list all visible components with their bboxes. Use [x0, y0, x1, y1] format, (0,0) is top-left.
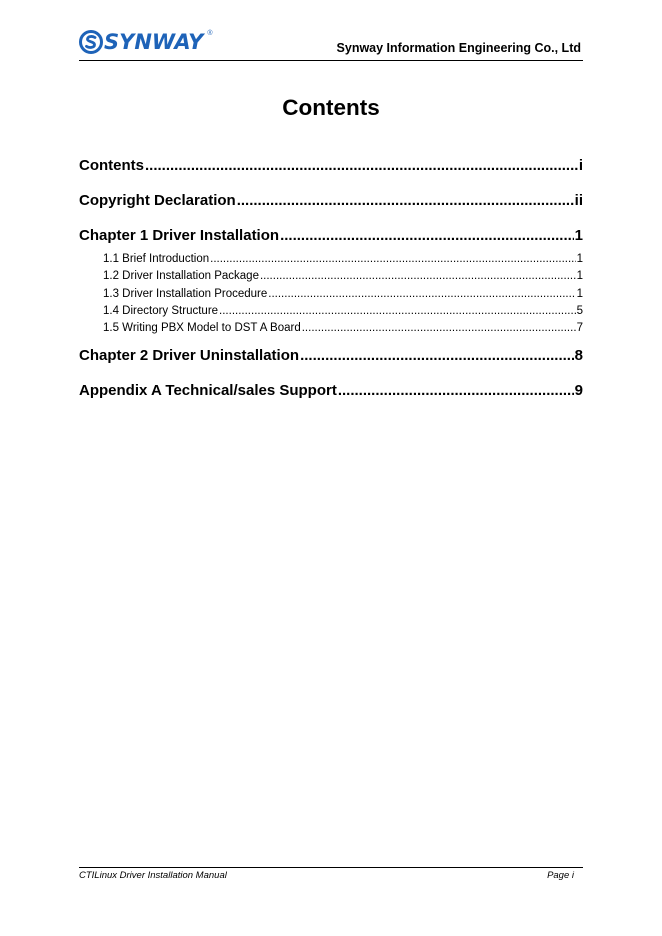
toc-entry-label: 1.5 Writing PBX Model to DST A Board — [103, 322, 301, 334]
toc-entry-page: 5 — [576, 305, 583, 317]
toc-entry-page: 1 — [576, 253, 583, 265]
toc-subentry[interactable] — [79, 288, 583, 300]
synway-logo-icon — [79, 30, 103, 54]
manual-title: CTILinux Driver Installation Manual — [79, 870, 227, 881]
toc-leader-dots — [300, 347, 574, 364]
toc-leader-dots — [302, 322, 576, 334]
toc-entry[interactable] — [79, 382, 583, 399]
toc-entry-label: 1.2 Driver Installation Package — [103, 270, 259, 282]
toc-entry-label: 1.3 Driver Installation Procedure — [103, 288, 268, 300]
page-header — [79, 28, 583, 61]
toc-leader-dots — [237, 192, 574, 209]
page-title: Contents — [282, 95, 380, 120]
toc-entry-label: Appendix A Technical/sales Support — [79, 382, 337, 399]
toc-entry-page: 1 — [576, 270, 583, 282]
toc-leader-dots — [280, 227, 574, 244]
toc-entry-label: Chapter 2 Driver Uninstallation — [79, 347, 300, 364]
toc-entry-label: Contents — [79, 157, 144, 174]
logo-text: SYNWAY — [104, 30, 204, 54]
company-name: Synway Information Engineering Co., Ltd — [336, 41, 581, 55]
toc-entry-page: 9 — [574, 382, 583, 399]
toc-entry-label: Copyright Declaration — [79, 192, 236, 209]
registered-mark: ® — [207, 29, 213, 37]
toc-entry-label: Chapter 1 Driver Installation — [79, 227, 280, 244]
synway-logo — [79, 29, 213, 55]
toc-entry-label: 1.4 Directory Structure — [103, 305, 219, 317]
toc-entry-label: 1.1 Brief Introduction — [103, 253, 210, 265]
toc-entry-page: 1 — [576, 288, 583, 300]
toc-entry[interactable] — [79, 227, 583, 244]
toc-entry[interactable] — [79, 157, 583, 174]
toc-leader-dots — [210, 253, 575, 265]
toc-leader-dots — [268, 288, 575, 300]
toc-leader-dots — [260, 270, 576, 282]
toc-entry-page: 7 — [576, 322, 583, 334]
toc-entry-page: i — [578, 157, 583, 174]
toc-subentry[interactable] — [79, 253, 583, 265]
toc-subentry[interactable] — [79, 322, 583, 334]
toc-leader-dots — [219, 305, 576, 317]
toc-entry-page: 1 — [574, 227, 583, 244]
toc-entry-page: 8 — [574, 347, 583, 364]
toc-subentry[interactable] — [79, 270, 583, 282]
page-number: Page i — [547, 870, 574, 881]
toc-entry-page: ii — [574, 192, 583, 209]
toc-leader-dots — [338, 382, 574, 399]
toc-entry[interactable] — [79, 192, 583, 209]
toc-subentry[interactable] — [79, 305, 583, 317]
page-footer — [79, 867, 583, 888]
toc-leader-dots — [145, 157, 578, 174]
toc-entry[interactable] — [79, 347, 583, 364]
